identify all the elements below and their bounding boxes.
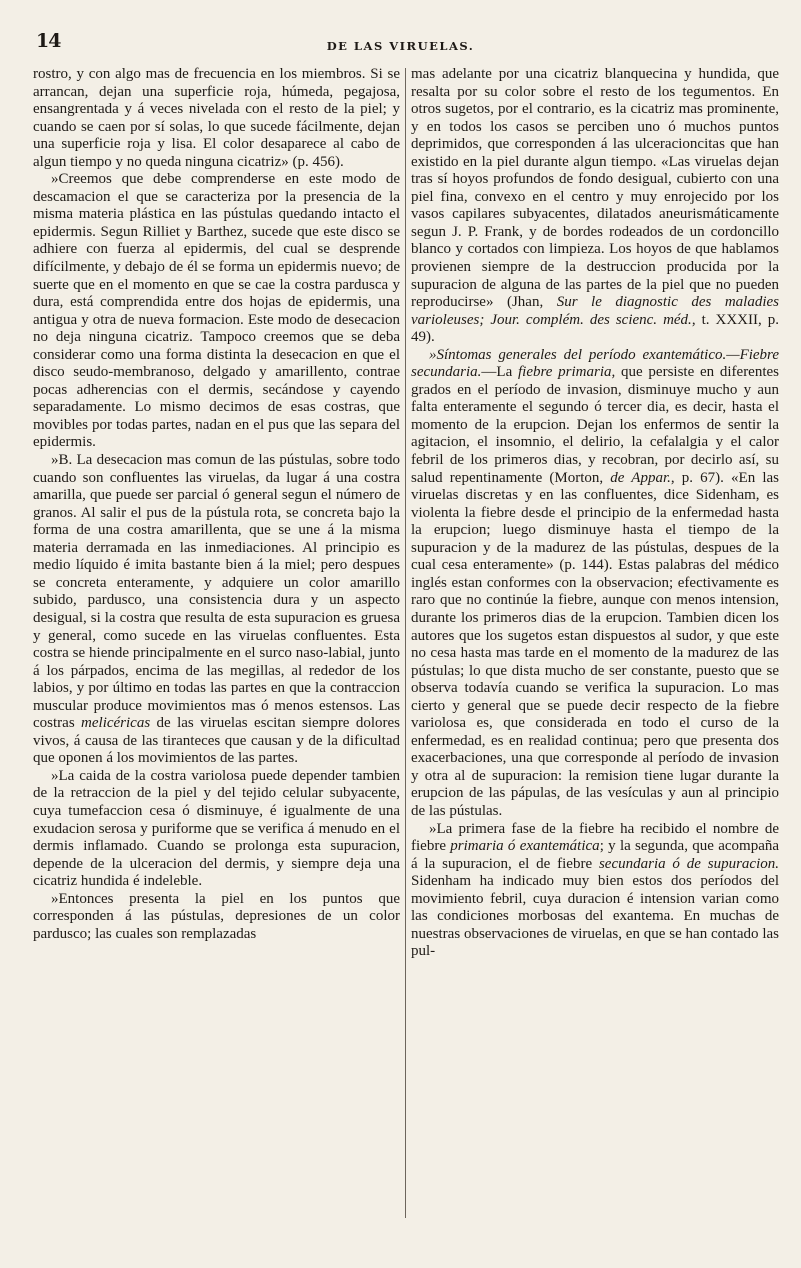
citation-title: de Appar. — [610, 469, 671, 486]
paragraph: »Creemos que debe comprenderse en este modo de descamacion el que se caracteriza por la presencia de la misma materia plástica en las pústulas quedando intacto el epidermis. Segun Rilliet y Barthez, sucede que este disco se adhiere con fuerza al epidermis, del cual se desprende difícilmente, y debajo de él se forma un epidermis nuevo; de suerte que en el momento en que se cae la costra pardusca y dura, está comprendida entre dos hojas de epidermis, una antigua y otra de nueva formacion. Este modo de desecacion no deja ninguna cicatriz. Tampoco creemos que se deba considerar como una forma distinta la desecacion en que el disco seudo-membranoso, delgado y amarillento, contrae pocas adherencias con el dermis, secándose y cayendo separadamente. Lo mismo decimos de esas costras, que movibles por todas partes, nadan en el pus que las separa del epidermis. — [33, 171, 400, 451]
paragraph — [411, 66, 779, 347]
text-run: , p. 67). «En las viruelas discretas y en las confluentes, dice Sidenham, es violenta la fiebre desde el principio de la enfermedad hasta la erupcion; luego disminuye hasta el tiempo de la supuracion y de la madurez de las pústulas, despues de la cual cesa enteramente» (p. 144). Estas palabras del médico inglés estan conformes con la observacion; efectivamente es raro que no continúe la fiebre, aunque con menos intension, durante los primeros dias de la erupcion. Tambien dicen los autores que los sugetos estan dispuestos al sudor, y que este no cesa hasta mas tarde en el momento de la madurez de las pústulas; lo que dista mucho de ser constante, puesto que se observa todavía cuando se verifica la supuracion. Lo mas cierto y general que se puede decir respecto de la fiebre variolosa es, que considerada en todo el curso de la enfermedad, es en realidad continua; pero que presenta dos exacerbaciones, una que corresponde al período de invasion y otra al de supuracion: la remision tiene lugar durante la erupcion de las pápulas, de las vesículas y aun al principio de las pústulas. — [411, 469, 779, 819]
paragraph: »Entonces presenta la piel en los puntos que corresponden á las pústulas, depresiones de un color pardusco; las cuales son remplazadas — [33, 890, 400, 942]
paragraph — [411, 821, 779, 961]
running-title: DE LAS VIRUELAS. — [326, 39, 475, 53]
citation-title: Sur le diagnostic des maladies varioleuses; Jour. complém. des scienc. méd. — [411, 294, 779, 328]
paragraph — [33, 452, 400, 768]
text-run: de las viruelas escitan siempre dolores vivos, á causa de las tiranteces que causan y de la dificultad que oponen á los movimientos de las partes. — [33, 715, 401, 767]
left-column — [33, 66, 400, 943]
text-run: mas adelante por una cicatriz blanquecina y hundida, que resalta por su color sobre el resto de los tegumentos. En otros sugetos, por el contrario, es la cicatriz mas prominente, y en todos los casos se perciben uno ó muchos puntos deprimidos, que corresponden á las ulceracioncitas que han existido en la piel durante algun tiempo. «Las viruelas dejan tras sí hoyos profundos de fondo desigual, cubierto con una piel fina, convexo en el centro y muy enrojecido por los vasos capilares subyacentes, dilatados aneurismáticamente segun J. P. Frank, y de bordes rodeados de un cordoncillo blanco y cortados con limpieza. Los hoyos de que hablamos provienen siempre de la destruccion producida por la supuracion de alguna de las partes de la piel que no pueden reproducirse» (Jhan, — [411, 66, 779, 311]
italic-term: secundaria ó de supuracion. — [598, 855, 779, 872]
text-run: »B. La desecacion mas comun de las pústulas, sobre todo cuando son confluentes las viruelas, da lugar á una costra amarilla, que puede ser parcial ó general segun el número de granos. Al salir el pus de la pústula rota, se concreta bajo la forma de una costra amarillenta, que se une á la misma materia derramada en las inmediaciones. Al principio es medio líquido é imita bastante bien á la miel; pero despues se concreta enteramente, y adquiere un color amarillo subido, pardusco, una consistencia dura y un aspecto desigual, si la costra que resulta de esta supuracion es gruesa y general, como sucede en las viruelas confluentes. Esta costra se hiende principalmente en el surco naso-labial, junto á los párpados, encima de las megillas, al rededor de los labios, y por último en todas las partes en que la contraccion muscular produce movimientos mas ó menos estensos. Las costras — [33, 452, 400, 732]
italic-term: melicéricas — [81, 715, 151, 732]
paragraph: »La caida de la costra variolosa puede depender tambien de la retraccion de la piel y del tejido celular subyacente, cuya tumefaccion cesa ó disminuye, é igualmente de una exudacion serosa y puriforme que se verifica á menudo en el dermis inflamado. Cuando se prolonga esta supuracion, depende de la ulceracion del dermis, y siempre deja una cicatriz hundida é indeleble. — [33, 767, 400, 890]
italic-term: fiebre primaria, — [518, 364, 616, 381]
text-run: , t. XXXII, p. 49). — [411, 311, 779, 346]
paragraph — [411, 347, 779, 821]
text-run: ; y la segunda, que acompaña á la supuracion, el de fiebre — [411, 838, 780, 872]
text-run: —La — [481, 364, 513, 381]
page-header — [36, 30, 765, 58]
italic-term: primaria ó exantemática — [450, 838, 600, 855]
text-run: »La primera fase de la fiebre ha recibido el nombre de fiebre — [411, 820, 779, 855]
text-run: que persiste en diferentes grados en el período de invasion, disminuye mucho y aun falta enteramente el segundo ó tercer dia, es decir, hasta el momento de la erupcion. Dejan los enfermos de sentir la agitacion, el insomnio, el delirio, la cefalalgia y el calor febril de los primeros dias, y recobran, por decirlo así, su salud repentinamente (Morton, — [411, 364, 780, 486]
column-divider — [405, 68, 406, 1218]
paragraph: rostro, y con algo mas de frecuencia en los miembros. Si se arrancan, dejan una superficie roja, húmeda, pegajosa, ensangrentada y á veces nivelada con el resto de la piel; y cuando se caen por sí solas, lo que sucede fácilmente, dejan una superficie roja y lisa. El color desaparece al cabo de algun tiempo y no queda ninguna cicatriz» (p. 456). — [33, 66, 400, 170]
section-heading: »Síntomas generales del período exantemático.—Fiebre secundaria. — [411, 346, 779, 381]
page-number: 14 — [36, 30, 61, 52]
text-run: Sidenham ha indicado muy bien estos dos períodos del movimiento febril, cuya duracion é intension varian como las condiciones morbosas del exantema. En muchas de nuestras observaciones de viruelas, en que se han contado las pul- — [411, 873, 779, 960]
right-column — [411, 66, 779, 961]
